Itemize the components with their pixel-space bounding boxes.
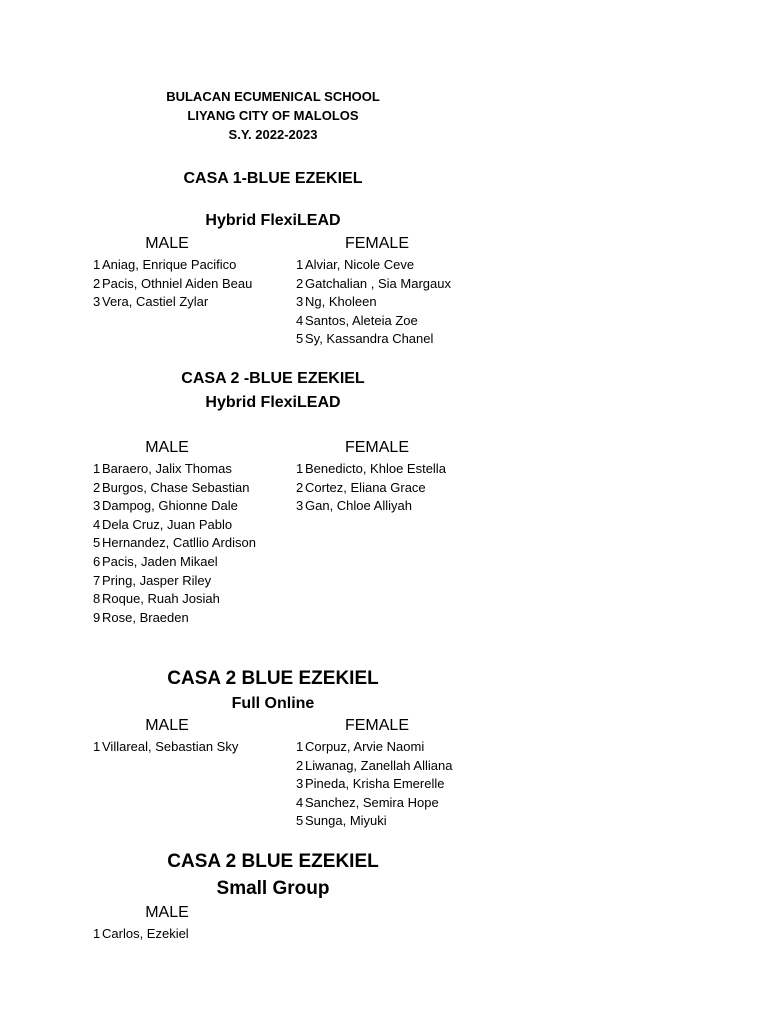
list-item-number: 2 bbox=[93, 479, 101, 495]
list-item bbox=[93, 479, 256, 498]
list-item bbox=[296, 775, 452, 794]
list-item-name: Roque, Ruah Josiah bbox=[102, 591, 220, 607]
list-item-number: 3 bbox=[296, 498, 304, 514]
list-item-name: Alviar, Nicole Ceve bbox=[305, 257, 415, 272]
list-item-name: Ng, Kholeen bbox=[305, 294, 377, 310]
list-item-name: Dampog, Ghionne Dale bbox=[102, 498, 238, 514]
list-item-name: Burgos, Chase Sebastian bbox=[102, 479, 250, 495]
list-item bbox=[93, 497, 256, 516]
list-item bbox=[93, 553, 256, 572]
list-item bbox=[296, 812, 452, 831]
school-year: S.Y. 2022-2023 bbox=[228, 127, 318, 142]
section-3-female-label: FEMALE bbox=[344, 717, 409, 734]
list-item bbox=[296, 293, 451, 312]
list-item-number: 2 bbox=[93, 275, 101, 291]
school-name: BULACAN ECUMENICAL SCHOOL bbox=[166, 89, 380, 104]
section-1-male-label: MALE bbox=[145, 235, 189, 252]
list-item-number: 1 bbox=[93, 739, 101, 754]
section-3-subtitle: Full Online bbox=[231, 695, 315, 712]
list-item-name: Sy, Kassandra Chanel bbox=[305, 331, 434, 347]
school-city: LIYANG CITY OF MALOLOS bbox=[187, 108, 359, 123]
list-item-number: 2 bbox=[296, 479, 304, 495]
list-item-number: 3 bbox=[296, 776, 304, 792]
list-item bbox=[296, 757, 452, 776]
list-item-number: 1 bbox=[296, 257, 304, 272]
section-4-subtitle: Small Group bbox=[216, 878, 330, 899]
list-item-number: 9 bbox=[93, 609, 101, 625]
section-3-title: CASA 2 BLUE EZEKIEL bbox=[167, 668, 379, 689]
list-item bbox=[93, 293, 252, 312]
section-1-subtitle: Hybrid FlexiLEAD bbox=[205, 212, 341, 229]
list-item bbox=[296, 738, 452, 757]
section-1-female-list bbox=[296, 256, 451, 349]
list-item-number: 2 bbox=[296, 757, 304, 773]
list-item-number: 8 bbox=[93, 591, 101, 607]
list-item-name: Gan, Chloe Alliyah bbox=[305, 498, 412, 514]
list-item-name: Dela Cruz, Juan Pablo bbox=[102, 516, 233, 532]
list-item-name: Vera, Castiel Zylar bbox=[102, 294, 209, 310]
list-item bbox=[93, 516, 256, 535]
list-item bbox=[93, 534, 256, 553]
list-item bbox=[296, 275, 451, 294]
list-item-number: 1 bbox=[93, 926, 101, 941]
section-2-male-list bbox=[93, 460, 256, 627]
list-item-number: 6 bbox=[93, 553, 101, 569]
list-item-name: Villareal, Sebastian Sky bbox=[102, 739, 239, 754]
list-item bbox=[296, 479, 446, 498]
section-1-male-list bbox=[93, 256, 252, 312]
list-item-number: 1 bbox=[93, 461, 101, 476]
list-item-name: Corpuz, Arvie Naomi bbox=[305, 739, 425, 754]
list-item-number: 3 bbox=[93, 498, 101, 514]
section-3-female-list bbox=[296, 738, 452, 831]
list-item-name: Benedicto, Khloe Estella bbox=[305, 461, 446, 476]
list-item bbox=[93, 738, 238, 757]
list-item-name: Liwanag, Zanellah Alliana bbox=[305, 757, 453, 773]
list-item-number: 3 bbox=[296, 294, 304, 310]
section-3-male-label: MALE bbox=[145, 717, 189, 734]
list-item-name: Rose, Braeden bbox=[102, 609, 189, 625]
list-item bbox=[296, 794, 452, 813]
list-item-name: Sanchez, Semira Hope bbox=[305, 794, 439, 810]
list-item-number: 1 bbox=[296, 461, 304, 476]
list-item-name: Pacis, Othniel Aiden Beau bbox=[102, 275, 253, 291]
list-item bbox=[93, 590, 256, 609]
list-item-number: 5 bbox=[93, 535, 101, 551]
list-item bbox=[93, 460, 256, 479]
list-item bbox=[93, 609, 256, 628]
list-item-name: Hernandez, Catllio Ardison bbox=[102, 535, 256, 551]
section-2-female-list bbox=[296, 460, 446, 516]
list-item-number: 5 bbox=[296, 813, 304, 829]
list-item bbox=[93, 256, 252, 275]
section-4-male-list bbox=[93, 925, 189, 944]
section-2-male-label: MALE bbox=[145, 439, 189, 456]
list-item-name: Sunga, Miyuki bbox=[305, 813, 387, 829]
list-item bbox=[296, 460, 446, 479]
section-2-subtitle: Hybrid FlexiLEAD bbox=[205, 394, 341, 411]
list-item-number: 7 bbox=[93, 572, 101, 588]
list-item-name: Aniag, Enrique Pacifico bbox=[102, 257, 237, 272]
list-item-number: 5 bbox=[296, 331, 304, 347]
list-item bbox=[296, 330, 451, 349]
list-item-number: 2 bbox=[296, 275, 304, 291]
section-1-female-label: FEMALE bbox=[344, 235, 409, 252]
list-item-name: Santos, Aleteia Zoe bbox=[305, 312, 418, 328]
list-item-name: Pineda, Krisha Emerelle bbox=[305, 776, 445, 792]
list-item-number: 3 bbox=[93, 294, 101, 310]
list-item bbox=[296, 256, 451, 275]
list-item-name: Pacis, Jaden Mikael bbox=[102, 553, 218, 569]
list-item-name: Cortez, Eliana Grace bbox=[305, 479, 426, 495]
list-item bbox=[296, 312, 451, 331]
list-item bbox=[296, 497, 446, 516]
list-item-name: Pring, Jasper Riley bbox=[102, 572, 212, 588]
list-item-name: Baraero, Jalix Thomas bbox=[102, 461, 232, 476]
list-item-number: 1 bbox=[296, 739, 304, 754]
section-3-male-list bbox=[93, 738, 238, 757]
list-item-number: 4 bbox=[93, 516, 101, 532]
section-4-male-label: MALE bbox=[145, 904, 189, 921]
list-item-number: 1 bbox=[93, 257, 101, 272]
list-item bbox=[93, 275, 252, 294]
list-item-number: 4 bbox=[296, 312, 304, 328]
section-4-title: CASA 2 BLUE EZEKIEL bbox=[167, 851, 379, 872]
list-item-name: Gatchalian , Sia Margaux bbox=[305, 275, 451, 291]
list-item-number: 4 bbox=[296, 794, 304, 810]
list-item-name: Carlos, Ezekiel bbox=[102, 926, 189, 941]
section-2-female-label: FEMALE bbox=[344, 439, 409, 456]
section-1-title: CASA 1-BLUE EZEKIEL bbox=[183, 170, 363, 187]
list-item bbox=[93, 925, 189, 944]
section-2-title: CASA 2 -BLUE EZEKIEL bbox=[181, 370, 365, 387]
list-item bbox=[93, 572, 256, 591]
